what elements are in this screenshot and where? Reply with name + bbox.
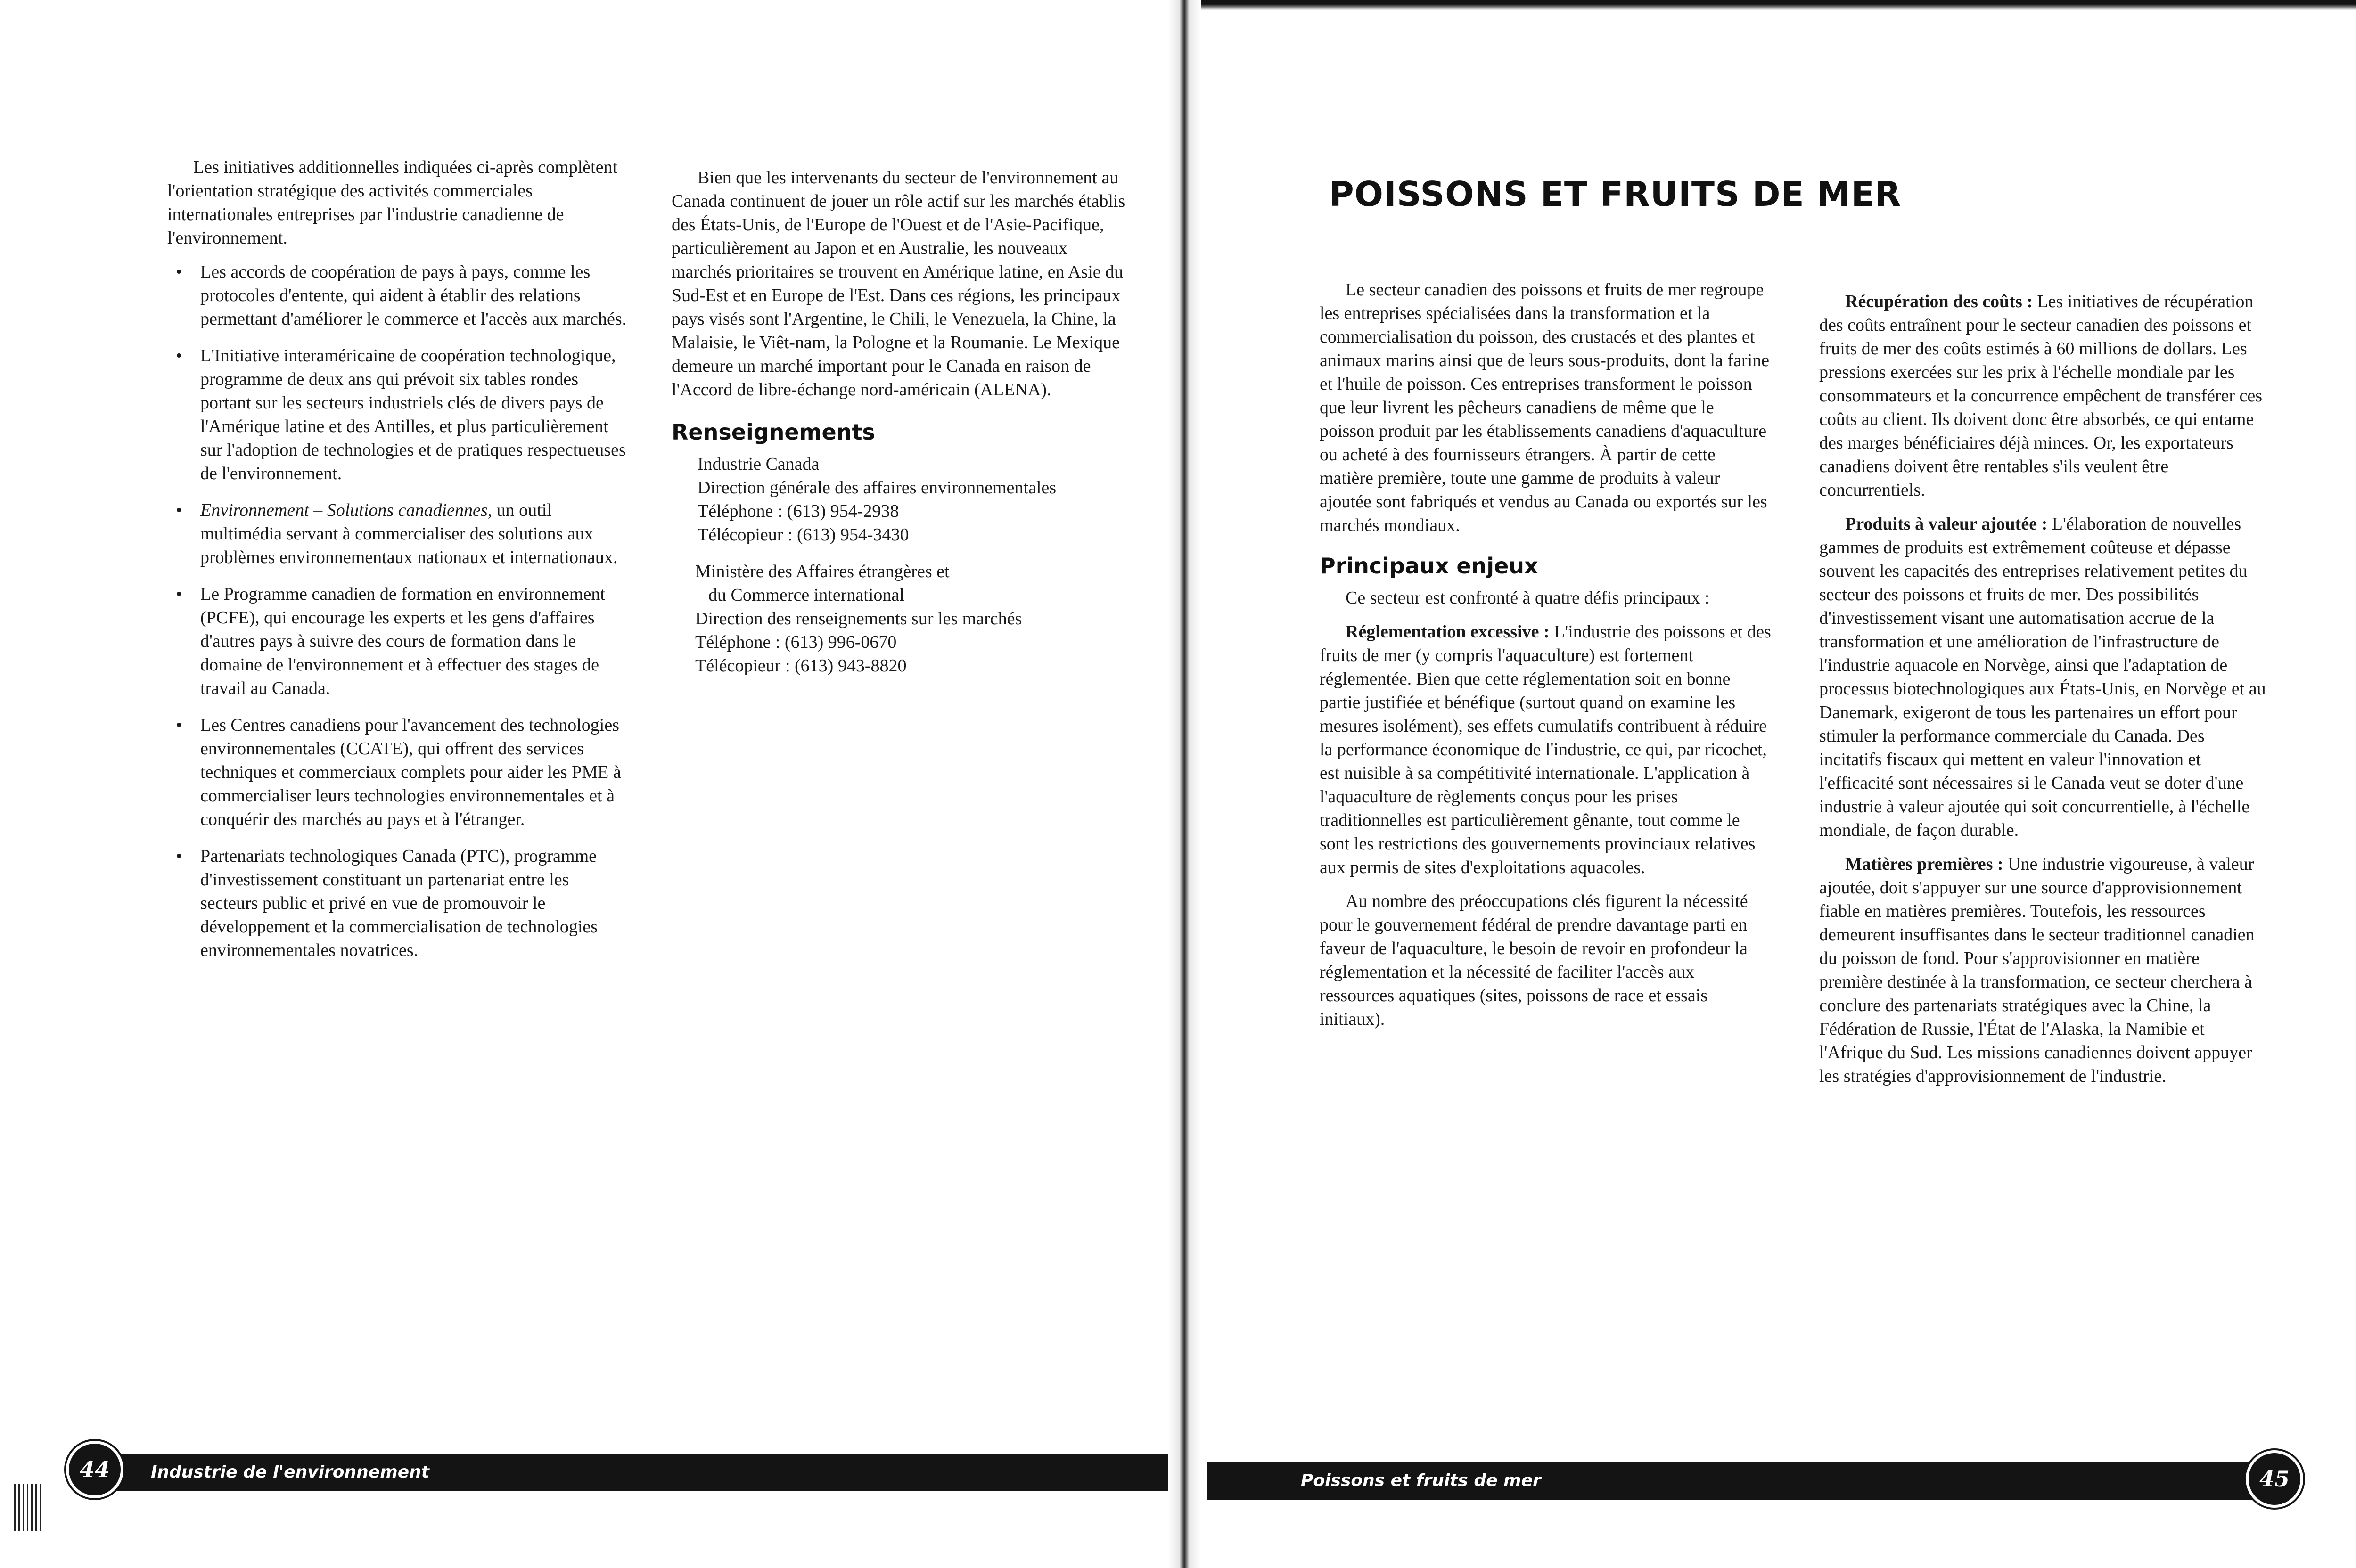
list-item: • Le Programme canadien de formation en environnement (PCFE), qui encourage les experts et les gens d'affaires d'autres pays à suivre des cours de formation dans le domaine de l'environnement et à effectuer des stages de travail au Canada. <box>167 582 627 700</box>
regulation-paragraph <box>1320 620 1772 879</box>
value-added-paragraph <box>1819 512 2267 842</box>
paragraph-lead: Récupération des coûts : <box>1845 292 2033 311</box>
paragraph-text: Une industrie vigoureuse, à valeur ajoutée, doit s'appuyer sur une source d'approvisionnement fiable en matières premières. Toutefois, les ressources demeurent insuffisantes dans le secteur traditionnel canadien du poisson de fond. Pour s'approvisionner en matière première destinée à la transformation, ce secteur cherchera à conclure des partenariats stratégiques avec la Chine, la Fédération de Russie, l'État de l'Alaska, la Namibie et l'Afrique du Sud. Les missions canadiennes doivent appuyer les stratégies d'approvisionnement de l'industrie. <box>1819 854 2255 1086</box>
intro-paragraph: Le secteur canadien des poissons et fruits de mer regroupe les entreprises spécialisées dans la transformation et la commercialisation du poisson, des crustacés et des plantes et animaux marins ainsi que de leurs sous-produits, dont la farine et l'huile de poisson. Ces entreprises transforment le poisson que leur livrent les pêcheurs canadiens de même que le poisson produit par les établissements canadiens d'aquaculture ou acheté à des fournisseurs étrangers. À partir de cette matière première, toute une gamme de produits à valeur ajoutée sont fabriqués et vendus au Canada ou exportés sur les marchés mondiaux. <box>1320 280 1770 535</box>
contact-line: Ministère des Affaires étrangères et <box>695 562 950 581</box>
list-item: • Les accords de coopération de pays à pays, comme les protocoles d'entente, qui aident à établir des relations permettant d'améliorer le commerce et l'accès aux marchés. <box>167 260 627 331</box>
page-number-badge: 45 <box>2246 1450 2303 1508</box>
contact-line: Direction des renseignements sur les marchés <box>695 609 1022 629</box>
contact-line: du Commerce international <box>708 585 904 605</box>
raw-materials-paragraph <box>1819 852 2267 1088</box>
right-column-2 <box>1819 290 2267 1098</box>
contact-fax: Télécopieur : (613) 954-3430 <box>698 525 909 545</box>
footer-bar-right <box>1207 1462 2262 1500</box>
list-item: • L'Initiative interaméricaine de coopération technologique, programme de deux ans qui prévoit six tables rondes portant sur les secteurs industriels clés de divers pays de l'Amérique latine et des Antilles, et plus particulièrement sur l'adoption de technologies et de pratiques respectueuses de l'environnement. <box>167 344 627 485</box>
paragraph-text: L'élaboration de nouvelles gammes de produits est extrêmement coûteuse et dépasse souvent les capacités des entreprises relativement petites du secteur des poissons et fruits de mer. Des possibilités d'investissement visant une automatisation accrue de la transformation et une amélioration de l'infrastructure de l'industrie aquacole en Norvège, ainsi que l'adaptation de processus biotechnologiques aux États-Unis, en Norvège et au Danemark, exigeront de tous les partenaires un effort pour stimuler la performance commerciale du Canada. Des incitatifs fiscaux qui mettent en valeur l'innovation et l'efficacité sont nécessaires si le Canada veut se doter d'une industrie à valeur ajoutée qui soit concurrentielle, à l'échelle mondiale, de façon durable. <box>1819 514 2266 840</box>
challenges-intro: Ce secteur est confronté à quatre défis principaux : <box>1346 588 1710 608</box>
contact-line: Industrie Canada <box>698 454 820 474</box>
paragraph-lead: Réglementation excessive : <box>1346 622 1550 642</box>
page-number-badge: 44 <box>66 1441 123 1498</box>
footer-bar-left <box>94 1454 1169 1491</box>
markets-paragraph: Bien que les intervenants du secteur de l'environnement au Canada continuent de jouer un rôle actif sur les marchés établis des États-Unis, de l'Europe de l'Ouest et de l'Asie-Pacifique, particulièrement au Japon et en Australie, les nouveaux marchés prioritaires se trouvent en Amérique latine, en Asie du Sud-Est et en Europe de l'Est. Dans ces régions, les principaux pays visés sont l'Argentine, le Chili, le Venezuela, la Chine, la Malaisie, le Viêt-nam, la Pologne et la Roumanie. Le Mexique demeure un marché important pour le Canada en raison de l'Accord de libre-échange nord-américain (ALENA). <box>672 168 1125 400</box>
intro-paragraph: Les initiatives additionnelles indiquées ci-après complètent l'orientation stratégique des activités commerciales internationales entreprises par l'industrie canadienne de l'environnement. <box>167 157 618 248</box>
section-heading: Renseignements <box>672 419 875 445</box>
page-title: POISSONS ET FRUITS DE MER <box>1329 174 1902 214</box>
list-item: • Partenariats technologiques Canada (PTC), programme d'investissement constituant un partenariat entre les secteurs public et privé en vue de promouvoir le développement et la commercialisation de technologies environnementales novatrices. <box>167 844 627 962</box>
left-column-1 <box>167 155 627 975</box>
list-item-text: un outil multimédia servant à commercialiser des solutions aux problèmes environnementaux nationaux et internationaux. <box>200 500 618 567</box>
paragraph-text: Les initiatives de récupération des coûts entraînent pour le secteur canadien des poissons et fruits de mer des coûts estimés à 60 millions de dollars. Les pressions exercées sur les prix à l'échelle mondiale par les consommateurs et la concurrence empêchent de transférer ces coûts au client. Ils doivent donc être absorbés, ce qui entame des marges bénéficiaires déjà minces. Or, les exportateurs canadiens doivent être rentables s'ils veulent être concurrentiels. <box>1819 292 2263 500</box>
paragraph-text: L'industrie des poissons et des fruits de mer (y compris l'aquaculture) est fortement réglementée. Bien que cette réglementation soit en bonne partie justifiée et bénéfique (surtout quand on examine les mesures isolément), ses effets cumulatifs contribuent à réduire la performance économique de l'industrie, ce qui, par ricochet, est nuisible à sa compétitivité internationale. L'application à l'aquaculture de règlements conçus pour les prises traditionnelles est particulièrement gênante, tout comme le sont les restrictions des gouvernements provinciaux relatives aux permis de sites d'exploitations aquacoles. <box>1320 622 1771 877</box>
paragraph-lead: Matières premières : <box>1845 854 2003 874</box>
contact-phone: Téléphone : (613) 996-0670 <box>695 632 897 652</box>
contact-line: Direction générale des affaires environnementales <box>698 478 1057 498</box>
italic-title: Environnement – Solutions canadiennes, <box>200 500 493 520</box>
section-heading: Principaux enjeux <box>1320 553 1538 579</box>
contact-industrie-canada <box>672 452 1131 547</box>
left-column-2 <box>672 166 1131 691</box>
list-item: • Les Centres canadiens pour l'avancement des technologies environnementales (CCATE), qui offrent des services techniques et commerciaux complets pour aider les PME à commercialiser leurs technologies environnementales et à conquérir des marchés au pays et à l'étranger. <box>167 713 627 831</box>
contact-phone: Téléphone : (613) 954-2938 <box>698 501 899 521</box>
binding-marks <box>14 1484 42 1531</box>
contact-fax: Télécopieur : (613) 943-8820 <box>695 656 907 676</box>
cost-recovery-paragraph <box>1819 290 2267 502</box>
footer-label: Industrie de l'environnement <box>151 1462 429 1482</box>
right-column-1 <box>1320 278 1772 1041</box>
book-gutter <box>1168 0 1201 1568</box>
footer-label: Poissons et fruits de mer <box>1301 1471 1541 1490</box>
concerns-paragraph: Au nombre des préoccupations clés figurent la nécessité pour le gouvernement fédéral de prendre davantage parti en faveur de l'aquaculture, le besoin de revoir en profondeur la réglementation et la nécessité de faciliter l'accès aux ressources aquatiques (sites, poissons de race et essais initiaux). <box>1320 891 1748 1029</box>
initiatives-list <box>167 260 627 962</box>
paragraph-lead: Produits à valeur ajoutée : <box>1845 514 2048 534</box>
contact-affaires-etrangeres <box>672 560 1131 678</box>
list-item <box>167 498 627 569</box>
